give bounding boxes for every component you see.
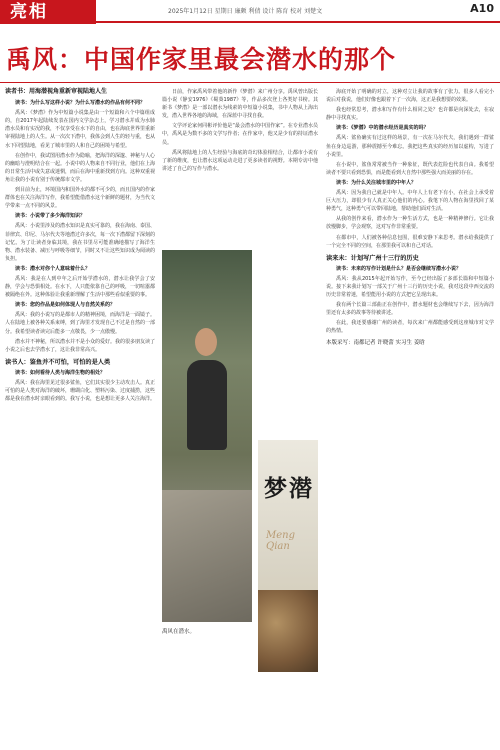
body-paragraph: 禹风：我从2015年起开始写作，至今已经出版了多部长篇和中短篇小说。接下来我计划写一部关于广州十三行的历史小说，我对这段中西交流的历史非常着迷，希望能用小说的方式把它呈现出来。 xyxy=(326,275,494,298)
body-paragraph: 在创作中，我试图用潜水作为隐喻，把海洋的深邃、神秘与人心的幽暗与澄明结合在一起。小说中的人物来自不同行业，他们在上海的日常生活中或失意或迷惘，而后在海中重新找到方向。这种双重视角让我的小说有别于传统都市文学。 xyxy=(5,152,156,183)
column-2 xyxy=(162,88,318,175)
column-3 xyxy=(326,88,494,350)
column-1-subhead: 读书人：鉴鱼并不可怕，可怕的是人类 xyxy=(5,358,111,366)
question-paragraph: 读书：未来的写作计划是什么？是否会继续写潜水小说？ xyxy=(336,265,462,272)
body-paragraph: 禹风：《梦潜》作为中短篇小说集是由一个短篇和六个中篇组成的，自2017年起陆续发表在国内文学杂志上，学习潜水并成为水肺潜水员和有实况的我，不仅享受在水下的自由，也在海底世界里重新审视陆地上的人生。从一次次下潜中，我体会到人生的轻与重，也从水下回望陆地，看见了城市里的人和自己的困境与希望。 xyxy=(5,110,156,149)
photo-area xyxy=(162,250,318,675)
question-paragraph: 读书：为什么关注城市里的中年人？ xyxy=(336,179,417,186)
author-diving-photo xyxy=(162,250,252,622)
photo-face xyxy=(195,328,217,356)
byline: 本版采写：南都记者 许晓蕾 实习生 姜晗 xyxy=(326,340,425,347)
body-paragraph: 在小说中，鲨鱼常常被当作一种象征，既代表危险也代表自由。我希望读者不要只看到恐惧，而是能看到大自然中那些强大而美丽的存在。 xyxy=(326,161,494,176)
body-paragraph: 在此，我还要感谢广州的读者，每次来广州都能感受到这座城市对文学的热情。 xyxy=(326,320,494,335)
question-paragraph: 读书：小说带了多少海洋知识？ xyxy=(15,213,86,220)
body-paragraph: 文学评论家何同彬评价他是“最会潜水的中国作家”。在专业潜水员中，禹风是为数不多的文学写作者；在作家中，他又是少有的持证潜水员。 xyxy=(162,123,318,146)
section-tag: 亮相 xyxy=(0,0,96,24)
book-cover-stone xyxy=(258,590,318,672)
column-3-body-2 xyxy=(326,265,494,336)
body-paragraph: 禹风：我是在人到中年之后开始学潜水的，潜水让我学会了安静，学会与恐惧相处。在水下，人只能依靠自己的呼吸，一切喧嚣都被隔绝在外。这种体验让我重新理解了生活中那些看似重要的事。 xyxy=(5,275,156,299)
page-header xyxy=(0,0,500,28)
question-paragraph: 读书：《梦潜》中的潜水经历是真实的吗？ xyxy=(336,125,429,132)
book-title: 梦潜 xyxy=(264,475,314,502)
body-paragraph: 在都市中，人们被各种信息包围，很难安静下来思考。潜水给我提供了一个完全不同的空间，在那里我可以和自己对话。 xyxy=(326,234,494,249)
question-paragraph: 读书：潜水对你个人意味着什么？ xyxy=(15,265,91,272)
column-3-body xyxy=(326,88,494,250)
question-paragraph: 读书：如何看待人类与海洋生物的相处？ xyxy=(15,369,106,376)
question-paragraph: 读书：您的作品是如何体现人与自然关系的？ xyxy=(15,302,116,309)
body-paragraph: 禹风：小说里涉及的潜水知识是真实可靠的，我在海南、泰国、菲律宾、印尼、马尔代夫等地潜过许多次，每一次下潜都留下深刻的记忆。为了让读者身临其境，我在书里尽可能准确地描写了海洋生物、潜水装备、减压与呼吸等细节，同时又不让这些知识成为阅读的负担。 xyxy=(5,223,156,262)
column-3-subhead: 读来未：计划写广州十三行的历史 xyxy=(326,254,419,262)
page-number: A10 xyxy=(470,2,494,15)
headline: 禹风：中国作家里最会潜水的那个 xyxy=(6,45,397,74)
headline-rule xyxy=(0,82,500,83)
book-roman-title: Meng Qian xyxy=(266,530,295,552)
body-paragraph: 禹风：鲨鱼确实有过这样的场景，有一次在马尔代夫，我们遇到一群鲨鱼在身边巡游，那种震撼至今难忘。我把这些真实的经历加以虚构，写进了小说里。 xyxy=(326,135,494,158)
body-paragraph: 从我的创作来看，潜水作为一种生活方式，也是一种精神修行。它让我放慢脚步，学会观察，这对写作非常重要。 xyxy=(326,216,494,231)
header-rule xyxy=(96,21,500,23)
header-meta: 2025年1月12日 星期日 廉颇 利倩 设计 陈育 校对 刘楚文 xyxy=(168,8,323,15)
body-paragraph: 我有两个长篇三部曲正在创作中，潜水题材也会继续写下去，因为海洋里还有太多的故事等待被讲述。 xyxy=(326,302,494,317)
body-paragraph: 日前，作家禹风带着他的新作《梦潜》来广州分享。禹风曾出版长篇小说《静安1976》《蜀葵1987》等，作品多次登上各类好书榜。其新书《梦潜》是一部以潜水为线索的中短篇小说集，书中人物从上海出发，潜入世界各地的海域，在深蓝中寻找自我。 xyxy=(162,89,318,120)
body-paragraph: 禹风：因为我自己就是中年人。中年人上有老下有小，在社会上承受着巨大压力，却很少有人真正关心他们的内心。我笔下的人物在海里找回了某种勇气，这种勇气可以带回陆地，帮助他们面对生活。 xyxy=(326,190,494,213)
body-paragraph: 禹风：我在海里见过很多鲨鱼，它们其实很少主动攻击人。真正可怕的是人类对海洋的破坏，珊瑚白化、塑料污染、过度捕捞，这些都是我在潜水时亲眼看到的。我写小说，也是想让更多人关注海洋。 xyxy=(5,379,156,403)
photo-rock xyxy=(162,490,252,622)
body-paragraph: 禹风将陆地上的人生经验与海底的奇幻体验相结合，让都市小说有了新的维度，也让潜水这项运动走进了更多读者的视野。本期专访中他讲述了自己的写作与潜水。 xyxy=(162,149,318,172)
question-paragraph: 读书：为什么写这样小说？为什么写潜水的作品有何不同？ xyxy=(15,100,146,107)
column-2-body xyxy=(162,88,318,173)
column-1-body-2 xyxy=(5,369,155,403)
body-paragraph: 到目前为止，环境国内和国外水的都不可少的，而且国内的作家群体也在关注海洋写作，我希望能借潜水这个新鲜的题材，为当代文学带来一点不同的风景。 xyxy=(5,187,156,210)
column-1-intro: 读者书：用海潜视角重新审视陆地人生 xyxy=(5,88,108,95)
column-1 xyxy=(5,88,155,405)
photo-person xyxy=(187,360,227,450)
photo-caption: 禹风在潜水。 xyxy=(162,629,196,635)
body-paragraph: 禹风：我的小说写的是都市人的精神困境，而海洋是一面镜子。人在陆地上被各种关系束缚，到了海里才发现自己不过是自然的一部分。我希望读者读完后能多一点敬畏，少一点傲慢。 xyxy=(5,312,156,335)
body-paragraph: 我也经常思考，潜水和写作有什么相同之处？也许都是向深处去，在寂静中寻找真实。 xyxy=(326,107,494,122)
book-cover xyxy=(258,440,318,672)
body-paragraph: 潜水并不神秘，所以潜水并不是小众的爱好。我的很多朋友读了小说之后也去学潜水了，这让我非常高兴。 xyxy=(5,338,156,353)
body-paragraph: 海底开始了明确的对立，这种对立让我的故事有了张力。很多人看完小说后对我说，他们好像也跟着下了一次海，这正是我想要的效果。 xyxy=(326,89,494,104)
column-1-body xyxy=(5,99,155,354)
